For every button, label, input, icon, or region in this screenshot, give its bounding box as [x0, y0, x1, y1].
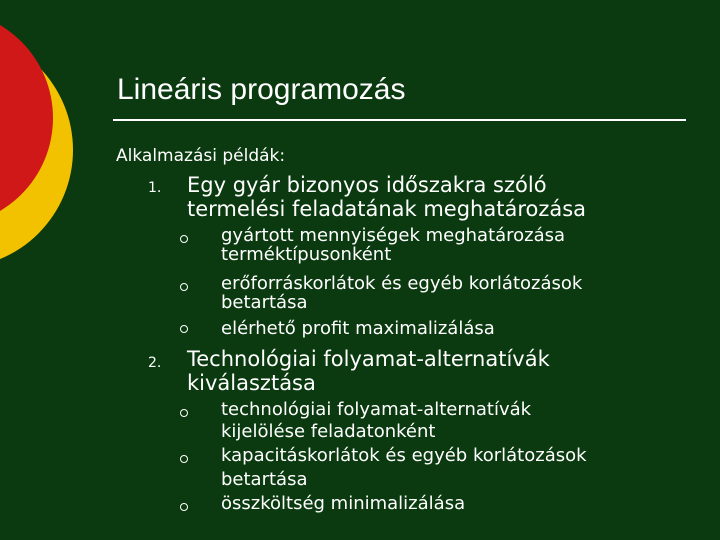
title-underline	[113, 119, 686, 121]
bullet-circle-icon	[180, 235, 188, 243]
sub-item-line: technológiai folyamat-alternatívák	[221, 399, 532, 420]
list-number: 1.	[148, 180, 162, 196]
sub-item-line: összköltség minimalizálása	[221, 493, 466, 514]
sub-item-line: erőforráskorlátok és egyéb korlátozások	[221, 273, 583, 294]
sub-item-line: kapacitáskorlátok és egyéb korlátozások	[221, 445, 587, 466]
list-number: 2.	[148, 355, 162, 371]
sub-item-line: elérhető profit maximalizálása	[221, 318, 495, 339]
bullet-circle-icon	[180, 455, 188, 463]
sub-item-line: kijelölése feladatonként	[221, 421, 436, 442]
sub-item-line: betartása	[221, 469, 308, 490]
sub-item-line: gyártott mennyiségek meghatározása	[221, 225, 566, 246]
intro-text: Alkalmazási példák:	[116, 146, 286, 166]
list-item-line: termelési feladatának meghatározása	[187, 197, 587, 221]
bullet-circle-icon	[180, 503, 188, 511]
sub-item-line: betartása	[221, 292, 308, 313]
list-item-line: kiválasztása	[187, 371, 316, 395]
list-item-line: Technológiai folyamat-alternatívák	[187, 347, 550, 371]
bullet-circle-icon	[180, 325, 188, 333]
bullet-circle-icon	[180, 409, 188, 417]
sub-item-line: terméktípusonként	[221, 244, 392, 265]
slide-title: Lineáris programozás	[117, 73, 406, 106]
list-item-line: Egy gyár bizonyos időszakra szóló	[187, 173, 547, 197]
bullet-circle-icon	[180, 283, 188, 291]
